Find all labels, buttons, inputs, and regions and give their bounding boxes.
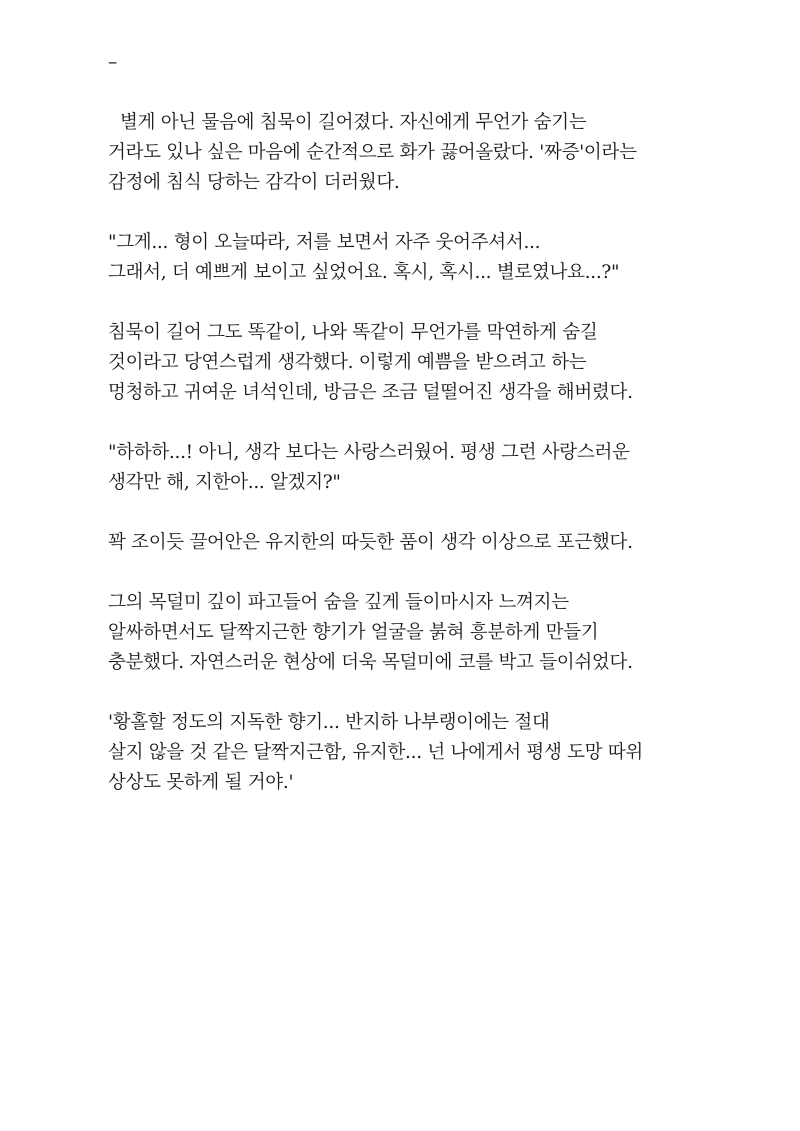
text-line: 별게 아닌 물음에 침묵이 길어졌다. 자신에게 무언가 숨기는 [120,112,587,133]
paragraph-6 [108,588,708,678]
text-line: 거라도 있나 싶은 마음에 순간적으로 화가 끓어올랐다. '짜증'이라는 [108,142,637,163]
section-dash: – [108,52,117,73]
text-line: 살지 않을 것 같은 달짝지근함, 유지한... 넌 나에게서 평생 도망 따위 [108,742,643,763]
text-line: 생각만 해, 지한아... 알겠지?" [108,472,341,493]
text-line: 감정에 침식 당하는 감각이 더러웠다. [108,172,400,193]
text-line: 멍청하고 귀여운 녀석인데, 방금은 조금 덜떨어진 생각을 해버렸다. [108,382,633,403]
text-line: 충분했다. 자연스러운 현상에 더욱 목덜미에 코를 박고 들이쉬었다. [108,652,633,673]
text-line: 그래서, 더 예쁘게 보이고 싶었어요. 혹시, 혹시... 별로였나요...?" [108,262,620,283]
paragraph-3 [108,318,708,408]
paragraph-2 [108,228,708,288]
text-line: 것이라고 당연스럽게 생각했다. 이렇게 예쁨을 받으려고 하는 [108,352,587,373]
text-line: 꽉 조이듯 끌어안은 유지한의 따듯한 품이 생각 이상으로 포근했다. [108,532,633,553]
paragraph-4 [108,438,708,498]
text-line: 침묵이 길어 그도 똑같이, 나와 똑같이 무언가를 막연하게 숨길 [108,322,598,343]
text-line: '황홀할 정도의 지독한 향기... 반지하 나부랭이에는 절대 [108,712,550,733]
text-line: 상상도 못하게 될 거야.' [108,772,294,793]
text-line: 알싸하면서도 달짝지근한 향기가 얼굴을 붉혀 흥분하게 만들기 [108,622,599,643]
body-text [108,48,708,828]
paragraph-1 [108,108,708,198]
text-line: "하하하...! 아니, 생각 보다는 사랑스러웠어. 평생 그런 사랑스러운 [108,442,630,463]
paragraph-7 [108,708,708,798]
text-line: 그의 목덜미 깊이 파고들어 숨을 깊게 들이마시자 느껴지는 [108,592,569,613]
paragraph-5 [108,528,708,558]
text-line: "그게... 형이 오늘따라, 저를 보면서 자주 웃어주셔서... [108,232,541,253]
